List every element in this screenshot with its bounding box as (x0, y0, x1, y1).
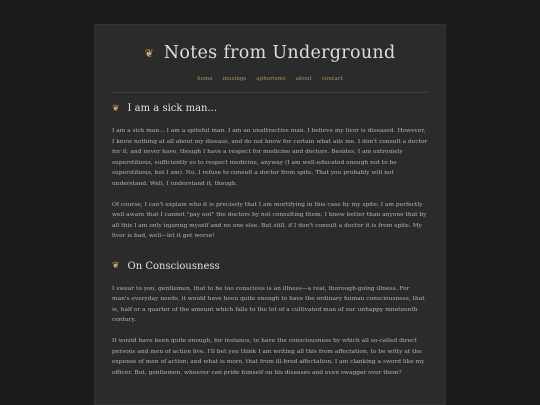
fleuron-icon: ❦ (112, 261, 120, 271)
page-container (94, 24, 446, 405)
main-content (95, 102, 445, 378)
nav-link-about[interactable]: about (295, 76, 312, 82)
section-title[interactable]: On Consciousness (127, 260, 220, 272)
section-title[interactable]: I am a sick man... (127, 103, 218, 114)
nav-link-aphorisms[interactable]: aphorisms (256, 76, 286, 82)
site-header (95, 25, 445, 82)
article-paragraph: Of course, I can't explain who it is precisely that I am mortifying in this case by my spite: I am perfectly well aware that I cannot "pay out" the doctors by not consulting them; I know better than anyone that by all this I am only injuring myself and no one else. But still, if I don't consult a doctor it is from spite. My liver is bad, well—let it get worse! (112, 201, 427, 239)
site-title-row (95, 42, 445, 64)
main-nav (95, 76, 445, 82)
header-divider (112, 92, 428, 93)
nav-link-contact[interactable]: contact (321, 76, 343, 82)
article-paragraph: It would have been quite enough, for instance, to have the consciousness by which all so-called direct persons and men of action live. I'll bet you think I am writing all this from affectation, to be witty at the expense of men of action; and what is more, that from ill-bred affectation, I am clanking a sword like my officer. But, gentlemen, whoever can pride himself on his diseases and even swagger over them? (112, 338, 425, 376)
section-heading-row (112, 260, 428, 274)
nav-link-musings[interactable]: musings (222, 76, 247, 82)
article-sick-man (112, 102, 428, 242)
section-heading-row (112, 102, 428, 116)
fleuron-icon: ❦ (144, 46, 154, 60)
article-paragraph: I swear to you, gentlemen, that to be too conscious is an illness—a real, thorough-going illness. For man's everyday needs, it would have been quite enough to have the ordinary human consciousness, that is, half or a quarter of the amount which falls to the lot of a cultivated man of our unhappy nineteenth century. (112, 285, 425, 323)
article-consciousness (112, 260, 428, 379)
site-title[interactable]: Notes from Underground (163, 43, 396, 63)
article-paragraph: I am a sick man... I am a spiteful man. I am an unattractive man. I believe my liver is diseased. However, I know nothing at all about my disease, and do not know for certain what ails me. I don't consult a doctor for it, and never have, though I have a respect for medicine and doctors. Besides, I am extremely superstitious, sufficiently so to respect medicine, anyway (I am well-educated enough not to be superstitious, but I am). No, I refuse to consult a doctor from spite. That you probably will not understand. Well, I understand it, though. (112, 128, 428, 187)
fleuron-icon: ❦ (112, 103, 120, 114)
nav-link-home[interactable]: home (197, 76, 213, 82)
